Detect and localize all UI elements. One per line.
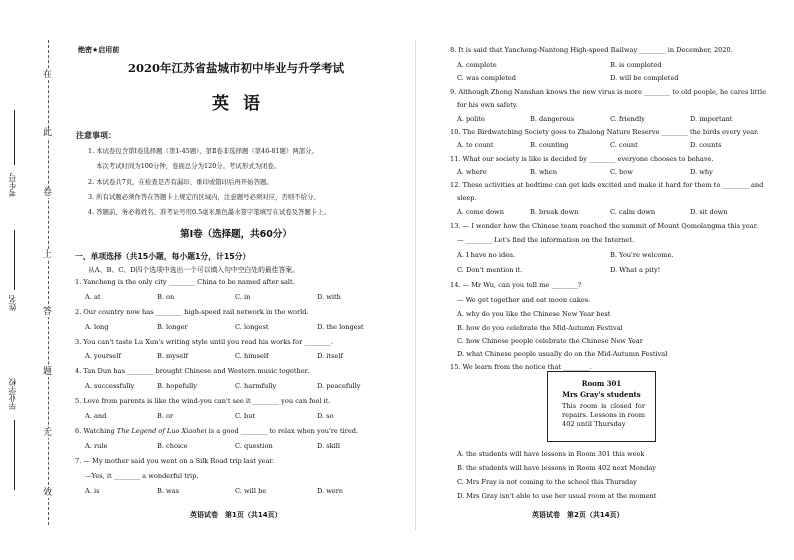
option-b[interactable]: B. break down: [530, 208, 579, 216]
section-instruction: 从A、B、C、D四个选项中选出一个可以填入句中空白处的最佳答案。: [88, 266, 299, 274]
note-item: 本次考试时间为100分钟，卷面总分为120分。考试形式为闭卷。: [96, 162, 281, 170]
stem-part: 6. Watching: [75, 427, 117, 435]
binding-char: 在: [43, 70, 53, 80]
option-c[interactable]: C. but: [235, 412, 256, 420]
option-a[interactable]: A. come down: [457, 208, 504, 216]
option-b[interactable]: B. the students will have lessons in Room 402 next Monday: [457, 464, 656, 472]
page-footer: 英语试卷 第2页（共14页）: [532, 511, 624, 519]
binding-char: 此: [43, 128, 53, 138]
question-stem: 15. We learn from the notice that ________.: [450, 363, 592, 371]
binding-char: 效: [43, 488, 53, 498]
name-blank[interactable]: [14, 230, 15, 290]
question-stem: 3. You can't taste Lu Xun's writing style until you read his works for ________.: [75, 338, 333, 346]
option-d[interactable]: D. what Chinese people usually do on the Mid-Autumn Festival: [457, 350, 668, 358]
question-stem: 12. These activities at bedtime can get kids excited and make it hard for them to ________ and: [450, 181, 764, 189]
label-exam-number: 考生号: [8, 173, 17, 197]
question-stem-cont: for his own safety.: [457, 101, 518, 109]
exam-title: 2020年江苏省盐城市初中毕业与升学考试: [127, 61, 344, 75]
question-stem-reply: — ________ Let's find the information on the Internet.: [457, 236, 635, 244]
question-stem: 7. — My mother said you went on a Silk Road trip last year.: [75, 457, 275, 465]
option-c[interactable]: C. how Chinese people celebrate the Chinese New Year: [457, 337, 643, 345]
label-school: 毕业学校: [8, 378, 17, 410]
binding-char: 答: [43, 307, 53, 317]
school-blank[interactable]: [14, 420, 15, 490]
option-d[interactable]: D. important: [690, 115, 733, 123]
option-a[interactable]: A. and: [85, 412, 107, 420]
option-b[interactable]: B. on: [157, 293, 175, 301]
binding-char: 无: [43, 428, 53, 438]
question-stem: 8. It is said that Yancheng-Nantong High-speed Railway ________ in December, 2020.: [450, 46, 733, 54]
option-c[interactable]: C. in: [235, 293, 251, 301]
option-c[interactable]: C. count: [610, 141, 638, 149]
binding-char: 卷: [43, 188, 53, 198]
option-c[interactable]: C. friendly: [610, 115, 645, 123]
option-c[interactable]: C. question: [235, 442, 273, 450]
option-d[interactable]: D. were: [317, 487, 343, 495]
question-stem: 10. The Birdwatching Society goes to Zhalong Nature Reserve ________ the birds every year.: [450, 128, 759, 136]
option-b[interactable]: B. longer: [157, 323, 188, 331]
note-item: 1. 本试卷包含第Ⅰ卷选择题（第1-45题）、第Ⅱ卷非选择题（第46-81题）两部分。: [88, 147, 318, 155]
option-a[interactable]: A. I have no idea.: [457, 251, 516, 259]
option-d[interactable]: D. so: [317, 412, 334, 420]
option-d[interactable]: D. Mrs Gray isn't able to use her usual room at the moment: [457, 492, 657, 500]
binding-char: 上: [43, 250, 53, 260]
option-d[interactable]: D. sit down: [690, 208, 728, 216]
page-2: [450, 0, 770, 560]
option-b[interactable]: B. choice: [157, 442, 188, 450]
option-b[interactable]: B. or: [157, 412, 174, 420]
note-item: 3. 所有试题必须作答在答题卡上规定的区域内，注意题号必须对应，否则不给分。: [88, 193, 320, 201]
label-name: 姓名: [8, 295, 17, 311]
confidential-mark: 绝密★启用前: [78, 46, 120, 54]
option-d[interactable]: D. peacefully: [317, 382, 361, 390]
section-title: 一、单项选择（共15小题，每小题1分，计15分）: [75, 252, 251, 261]
option-b[interactable]: B. hopefully: [157, 382, 198, 390]
notice-room: Room 301: [581, 379, 622, 388]
option-b[interactable]: B. You're welcome.: [610, 251, 674, 259]
option-c[interactable]: C. how: [610, 168, 633, 176]
binding-char: 题: [43, 367, 53, 377]
option-b[interactable]: B. is completed: [610, 61, 662, 69]
option-c[interactable]: C. Mrs Fray is not coming to the school this Thursday: [457, 478, 637, 486]
option-a[interactable]: A. rule: [85, 442, 108, 450]
option-b[interactable]: B. how do you celebrate the Mid-Autumn Festival: [457, 324, 623, 332]
option-a[interactable]: A. polite: [457, 115, 485, 123]
page-1: [70, 0, 402, 560]
option-b[interactable]: B. was: [157, 487, 179, 495]
option-d[interactable]: D. why: [690, 168, 713, 176]
option-b[interactable]: B. dangerous: [530, 115, 575, 123]
option-c[interactable]: C. harmfully: [235, 382, 277, 390]
option-c[interactable]: C. will be: [235, 487, 267, 495]
question-stem: 5. Love from parents is like the wind-you can't see it ________ you can feel it.: [75, 397, 331, 405]
question-stem: 2. Our country now has ________ high-speed rail network in the world.: [75, 308, 309, 316]
subject-title: 英语: [212, 94, 274, 114]
option-d[interactable]: D. skill: [317, 442, 340, 450]
option-a[interactable]: A. complete: [457, 61, 497, 69]
question-stem: [75, 427, 358, 435]
notice-body: This room is closed for repairs. Lessons in room 402 until Thursday: [562, 402, 645, 428]
option-a[interactable]: A. long: [85, 323, 109, 331]
question-stem: 13. — I wonder how the Chinese team reached the summit of Mount Qomolangma this year.: [450, 222, 759, 230]
question-stem: 11. What our society is like is decided by ________ everyone chooses to behave.: [450, 155, 714, 163]
option-a[interactable]: A. where: [457, 168, 487, 176]
option-c[interactable]: C. longest: [235, 323, 269, 331]
option-c[interactable]: C. calm down: [610, 208, 656, 216]
option-a[interactable]: A. to count: [457, 141, 494, 149]
option-b[interactable]: B. counting: [530, 141, 569, 149]
option-c[interactable]: C. Don't mention it.: [457, 266, 523, 274]
notice-box: [547, 371, 656, 442]
binding-dashed-line: [48, 40, 49, 525]
option-a[interactable]: A. why do you like the Chinese New Year best: [457, 310, 611, 318]
option-d[interactable]: D. will be completed: [610, 74, 679, 82]
option-c[interactable]: C. was completed: [457, 74, 516, 82]
part-title: 第Ⅰ卷（选择题，共60分）: [180, 229, 292, 240]
option-a[interactable]: A. is: [85, 487, 100, 495]
option-a[interactable]: A. at: [85, 293, 101, 301]
option-d[interactable]: D. counts: [690, 141, 722, 149]
notes-title: 注意事项：: [76, 131, 116, 140]
option-c[interactable]: C. himself: [235, 352, 269, 360]
option-a[interactable]: A. successfully: [85, 382, 135, 390]
note-item: 4. 答题前，务必将姓名、准考证号用0.5毫米黑色墨水签字笔填写在试卷及答题卡上。: [88, 208, 330, 216]
option-a[interactable]: A. yourself: [85, 352, 121, 360]
note-item: 2. 本试卷共7页，在检查是否有漏印、重印或错印后再开始答题。: [88, 178, 273, 186]
option-a[interactable]: A. the students will have lessons in Room 301 this week: [457, 450, 645, 458]
option-b[interactable]: B. when: [530, 168, 558, 176]
question-stem: 4. Tan Dun has ________ brought Chinese and Western music together.: [75, 367, 310, 375]
page-divider: [415, 40, 416, 530]
notice-owner: Mrs Gray's students: [562, 390, 641, 399]
option-d[interactable]: D. itself: [317, 352, 343, 360]
option-d[interactable]: D. the longest: [317, 323, 364, 331]
binding-margin: [0, 0, 62, 560]
exam-number-blank[interactable]: [14, 110, 15, 165]
page-footer: 英语试卷 第1页（共14页）: [190, 511, 282, 519]
question-stem: 14. — Mr Wu, can you tell me ________?: [450, 281, 582, 289]
question-stem: 9. Although Zhong Nanshan knows the new virus is more ________ to old people, he cares little: [450, 88, 766, 96]
stem-part: is a good ________ to relax when you're tired.: [206, 427, 359, 435]
option-d[interactable]: D. What a pity!: [610, 266, 661, 274]
option-b[interactable]: B. myself: [157, 352, 188, 360]
stem-italic-title: The Legend of Luo Xiaohei: [116, 427, 207, 435]
question-stem-reply: —Yes, it ________ a wonderful trip.: [85, 472, 199, 480]
question-stem-cont: sleep.: [457, 194, 477, 202]
option-d[interactable]: D. with: [317, 293, 341, 301]
question-stem-reply: — We get together and eat moon cakes.: [457, 296, 591, 304]
question-stem: 1. Yancheng is the only city ________ China to be named after salt.: [75, 278, 295, 286]
